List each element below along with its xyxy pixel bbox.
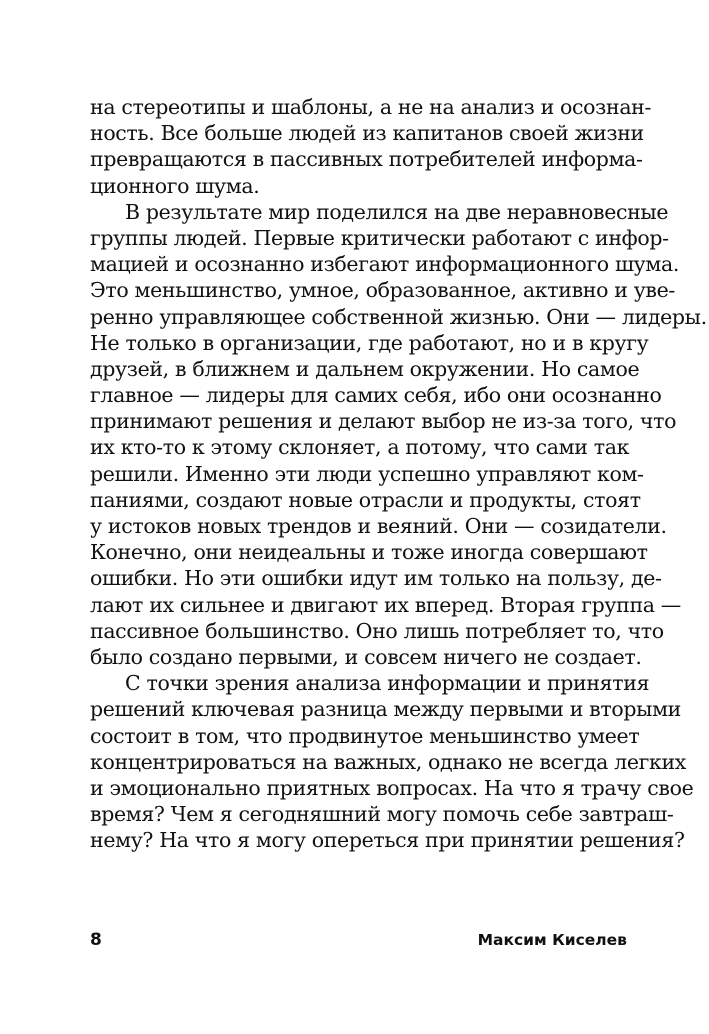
text-line: С точки зрения анализа информации и принятия — [125, 671, 650, 696]
text-line: состоит в том, что продвинутое меньшинство умеет — [90, 723, 640, 748]
body-text — [90, 94, 707, 853]
page-number: 8 — [90, 930, 102, 950]
text-line: главное — лидеры для самих себя, ибо они осознанно — [90, 383, 662, 408]
text-line: превращаются в пассивных потребителей информа- — [90, 147, 643, 172]
text-line: Конечно, они неидеальны и тоже иногда совершают — [90, 540, 648, 565]
text-line: у истоков новых трендов и веяний. Они — созидатели. — [90, 514, 667, 538]
text-line: Не только в организации, где работают, но и в кругу — [90, 330, 649, 355]
text-line: ность. Все больше людей из капитанов своей жизни — [90, 121, 644, 146]
paragraph-3 — [90, 670, 694, 853]
text-line: решили. Именно эти люди успешно управляют ком- — [90, 461, 644, 486]
text-line: друзей, в ближнем и дальнем окружении. Но самое — [90, 356, 640, 381]
text-line: принимают решения и делают выбор не из-за того, что — [90, 409, 677, 434]
paragraph-2 — [90, 199, 707, 670]
text-line: группы людей. Первые критически работают с инфор- — [90, 225, 669, 250]
text-line: пассивное большинство. Оно лишь потребляет то, что — [90, 618, 664, 643]
paragraph-1 — [90, 94, 652, 199]
text-line: нему? На что я могу опереться при принятии решения? — [90, 828, 685, 853]
text-line: ционного шума. — [90, 173, 260, 198]
text-line: было создано первыми, и совсем ничего не создает. — [90, 644, 642, 669]
text-line: на стереотипы и шаблоны, а не на анализ и осознан- — [90, 95, 652, 119]
text-line: паниями, создают новые отрасли и продукты, стоят — [90, 487, 641, 512]
text-line: их кто-то к этому склоняет, а потому, что сами так — [90, 435, 630, 460]
text-line: концентрироваться на важных, однако не всегда легких — [90, 749, 686, 774]
text-line: В результате мир поделился на две неравновесные — [125, 199, 669, 224]
text-line: ренно управляющее собственной жизнью. Они — лидеры. — [90, 304, 707, 329]
text-line: ошибки. Но эти ошибки идут им только на пользу, де- — [90, 566, 662, 591]
page-footer — [90, 930, 627, 954]
text-line: лают их сильнее и двигают их вперед. Вторая группа — — [90, 592, 681, 617]
text-line: решений ключевая разница между первыми и вторыми — [90, 697, 681, 722]
text-line: и эмоционально приятных вопросах. На что я трачу свое — [90, 775, 694, 800]
text-line: время? Чем я сегодняшний могу помочь себе завтраш- — [90, 802, 674, 827]
text-line: Это меньшинство, умное, образованное, активно и уве- — [90, 278, 675, 303]
running-author: Максим Киселев — [477, 931, 627, 949]
text-line: мацией и осознанно избегают информационного шума. — [90, 252, 680, 277]
